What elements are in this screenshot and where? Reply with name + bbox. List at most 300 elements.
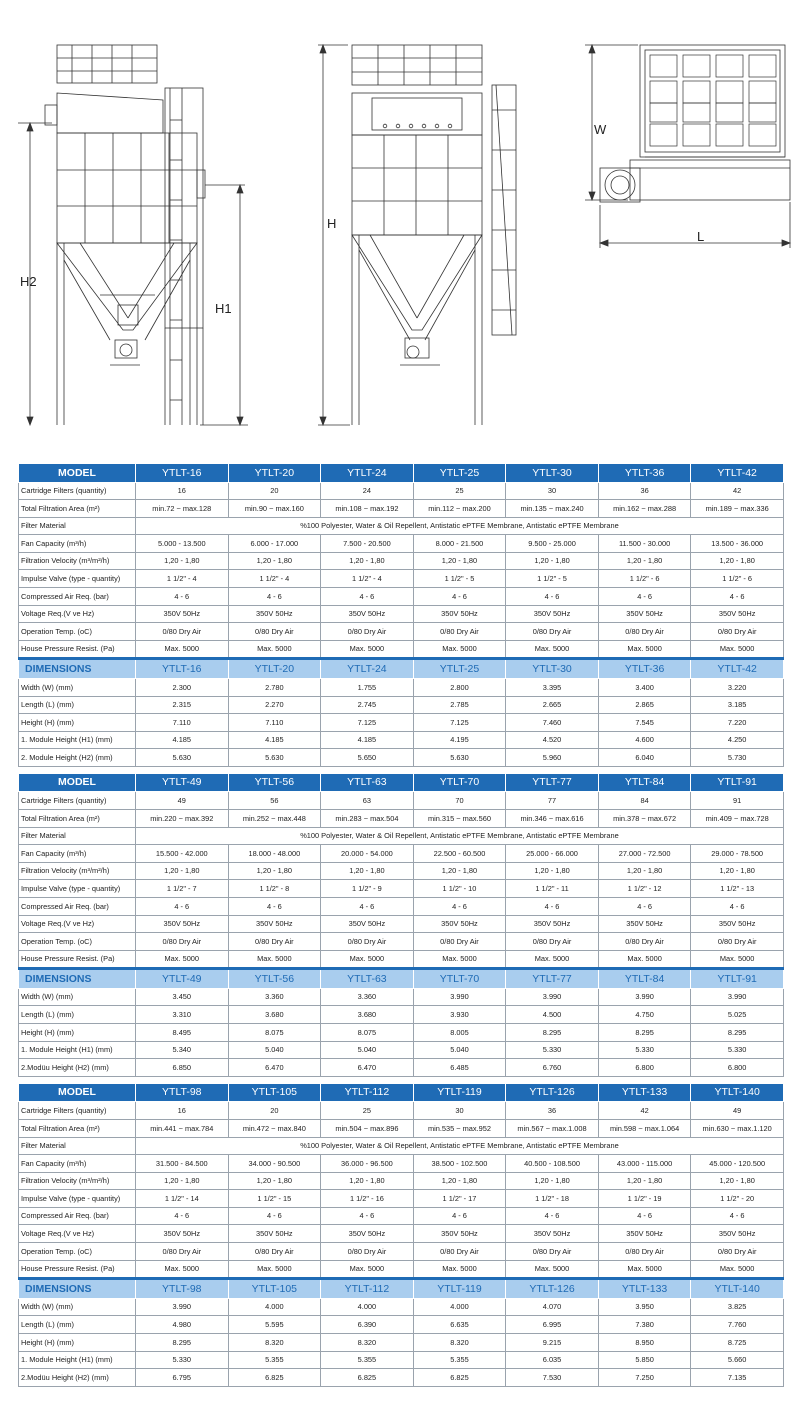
dimension-cell: 4.185	[136, 731, 229, 749]
dimension-cell: 3.360	[228, 988, 321, 1006]
model-name: YTLT-105	[228, 1083, 321, 1102]
dimension-row	[19, 988, 784, 1006]
dimension-cell: 6.635	[413, 1316, 506, 1334]
dimension-cell: 8.295	[506, 1024, 599, 1042]
spec-cell: 4 - 6	[598, 588, 691, 606]
model-header-row	[19, 773, 784, 792]
dimension-cell: 6.825	[413, 1369, 506, 1387]
spec-cell: Max. 5000	[598, 1260, 691, 1279]
spec-row-label: Voltage Req.(V ve Hz)	[19, 1225, 136, 1243]
spec-cell: min.315 ~ max.560	[413, 810, 506, 828]
spec-cell: 1,20 - 1,80	[136, 862, 229, 880]
spec-row-label: Voltage Req.(V ve Hz)	[19, 605, 136, 623]
dimension-row	[19, 731, 784, 749]
spec-row-label: Compressed Air Req. (bar)	[19, 588, 136, 606]
dimension-cell: 4.600	[598, 731, 691, 749]
spec-row-label: Filtration Velocity (m³/m²/h)	[19, 862, 136, 880]
spec-cell: 0/80 Dry Air	[506, 623, 599, 641]
spec-row	[19, 535, 784, 553]
spec-cell: 1,20 - 1,80	[691, 862, 784, 880]
model-name: YTLT-91	[691, 773, 784, 792]
dimension-cell: 2.865	[598, 696, 691, 714]
spec-cell: 1,20 - 1,80	[321, 1172, 414, 1190]
spec-cell: 1 1/2" - 12	[598, 880, 691, 898]
spec-cell: Max. 5000	[506, 640, 599, 659]
dimension-cell: 5.850	[598, 1351, 691, 1369]
filter-material-value: %100 Polyester, Water & Oil Repellent, Antistatic ePTFE Membrane, Antistatic ePTFE Membrane	[136, 827, 784, 845]
dimension-cell: 3.990	[506, 988, 599, 1006]
spec-cell: 350V 50Hz	[321, 605, 414, 623]
spec-cell: 20	[228, 1102, 321, 1120]
spec-row	[19, 1172, 784, 1190]
dimension-row-label: Height (H) (mm)	[19, 714, 136, 732]
dimension-cell: 5.650	[321, 749, 414, 767]
spec-row-label: House Pressure Resist. (Pa)	[19, 640, 136, 659]
dimension-row	[19, 1369, 784, 1387]
spec-row-label: Fan Capacity (m³/h)	[19, 845, 136, 863]
dimension-cell: 5.630	[228, 749, 321, 767]
spec-row-label: Filter Material	[19, 1137, 136, 1155]
spec-cell: min.378 ~ max.672	[598, 810, 691, 828]
spec-cell: 350V 50Hz	[321, 915, 414, 933]
dimension-cell: 6.760	[506, 1059, 599, 1077]
spec-row	[19, 845, 784, 863]
spec-cell: 25.000 - 66.000	[506, 845, 599, 863]
dimension-cell: 7.760	[691, 1316, 784, 1334]
dimension-cell: 3.930	[413, 1006, 506, 1024]
dimensions-model-name: YTLT-105	[228, 1279, 321, 1299]
dimension-cell: 6.485	[413, 1059, 506, 1077]
spec-cell: min.504 ~ max.896	[321, 1119, 414, 1137]
spec-cell: 350V 50Hz	[413, 605, 506, 623]
spec-cell: Max. 5000	[413, 1260, 506, 1279]
spec-tables	[18, 463, 783, 1393]
dimensions-model-name: YTLT-70	[413, 969, 506, 989]
spec-row	[19, 1102, 784, 1120]
dimension-cell: 6.470	[321, 1059, 414, 1077]
spec-cell: 4 - 6	[506, 588, 599, 606]
dimension-cell: 5.330	[598, 1041, 691, 1059]
spec-cell: 1 1/2" - 4	[228, 570, 321, 588]
dimensions-model-name: YTLT-42	[691, 659, 784, 679]
spec-cell: min.112 ~ max.200	[413, 500, 506, 518]
spec-cell: 4 - 6	[598, 897, 691, 915]
spec-row	[19, 792, 784, 810]
spec-cell: 1 1/2" - 4	[136, 570, 229, 588]
dimension-row	[19, 1041, 784, 1059]
dimension-cell: 4.000	[228, 1298, 321, 1316]
spec-row	[19, 1190, 784, 1208]
spec-row-label: Compressed Air Req. (bar)	[19, 1207, 136, 1225]
spec-cell: 1,20 - 1,80	[228, 552, 321, 570]
dimension-cell: 3.990	[598, 988, 691, 1006]
dimension-cell: 5.040	[321, 1041, 414, 1059]
dimension-cell: 2.300	[136, 678, 229, 696]
spec-cell: Max. 5000	[598, 640, 691, 659]
model-name: YTLT-77	[506, 773, 599, 792]
spec-row	[19, 933, 784, 951]
spec-cell: 4 - 6	[228, 1207, 321, 1225]
dimension-cell: 7.110	[136, 714, 229, 732]
spec-cell: 1,20 - 1,80	[598, 1172, 691, 1190]
model-name: YTLT-56	[228, 773, 321, 792]
dimension-cell: 3.680	[321, 1006, 414, 1024]
spec-cell: Max. 5000	[598, 950, 691, 969]
spec-cell: min.135 ~ max.240	[506, 500, 599, 518]
model-name: YTLT-25	[413, 464, 506, 483]
dimension-cell: 7.250	[598, 1369, 691, 1387]
spec-cell: Max. 5000	[691, 1260, 784, 1279]
spec-cell: 1,20 - 1,80	[506, 552, 599, 570]
dimension-cell: 5.630	[413, 749, 506, 767]
spec-table	[18, 1083, 784, 1387]
model-name: YTLT-133	[598, 1083, 691, 1102]
spec-cell: min.162 ~ max.288	[598, 500, 691, 518]
spec-cell: Max. 5000	[413, 640, 506, 659]
dimension-row-label: Width (W) (mm)	[19, 988, 136, 1006]
spec-cell: 1,20 - 1,80	[413, 1172, 506, 1190]
spec-cell: 350V 50Hz	[136, 605, 229, 623]
dimension-cell: 7.125	[413, 714, 506, 732]
spec-row-label: Impulse Valve (type - quantity)	[19, 570, 136, 588]
spec-cell: 24	[321, 482, 414, 500]
dimensions-header-row	[19, 1279, 784, 1299]
spec-cell: Max. 5000	[506, 950, 599, 969]
dimensions-model-name: YTLT-77	[506, 969, 599, 989]
spec-cell: 0/80 Dry Air	[228, 1243, 321, 1261]
spec-cell: 18.000 - 48.000	[228, 845, 321, 863]
spec-cell: 0/80 Dry Air	[598, 1243, 691, 1261]
dimension-cell: 5.730	[691, 749, 784, 767]
spec-cell: 25	[413, 482, 506, 500]
spec-cell: 1 1/2" - 15	[228, 1190, 321, 1208]
spec-cell: 350V 50Hz	[228, 605, 321, 623]
model-name: YTLT-36	[598, 464, 691, 483]
dimensions-model-name: YTLT-30	[506, 659, 599, 679]
spec-row-label: Compressed Air Req. (bar)	[19, 897, 136, 915]
model-name: YTLT-126	[506, 1083, 599, 1102]
spec-cell: 1 1/2" - 6	[691, 570, 784, 588]
dimension-cell: 5.040	[413, 1041, 506, 1059]
top-view-drawing	[585, 45, 790, 248]
spec-cell: Max. 5000	[136, 640, 229, 659]
dimension-cell: 4.250	[691, 731, 784, 749]
spec-row	[19, 552, 784, 570]
spec-cell: Max. 5000	[136, 950, 229, 969]
spec-cell: 0/80 Dry Air	[506, 933, 599, 951]
spec-row	[19, 605, 784, 623]
spec-cell: 34.000 - 90.500	[228, 1155, 321, 1173]
spec-cell: min.630 ~ max.1.120	[691, 1119, 784, 1137]
spec-cell: 77	[506, 792, 599, 810]
dimensions-model-name: YTLT-63	[321, 969, 414, 989]
dimension-cell: 6.470	[228, 1059, 321, 1077]
spec-cell: 1,20 - 1,80	[691, 1172, 784, 1190]
model-name: YTLT-98	[136, 1083, 229, 1102]
spec-cell: 7.500 - 20.500	[321, 535, 414, 553]
spec-cell: 0/80 Dry Air	[413, 1243, 506, 1261]
dimension-cell: 2.665	[506, 696, 599, 714]
dimension-cell: 4.980	[136, 1316, 229, 1334]
dimension-row-label: 2. Module Height (H2) (mm)	[19, 749, 136, 767]
spec-row	[19, 862, 784, 880]
spec-row-label: Total Filtration Area (m²)	[19, 1119, 136, 1137]
spec-cell: Max. 5000	[413, 950, 506, 969]
dimensions-model-name: YTLT-119	[413, 1279, 506, 1299]
dimension-cell: 3.310	[136, 1006, 229, 1024]
spec-row	[19, 1207, 784, 1225]
dimensions-header-row	[19, 969, 784, 989]
dimensions-label: DIMENSIONS	[19, 1279, 136, 1299]
spec-cell: 4 - 6	[691, 897, 784, 915]
spec-cell: 27.000 - 72.500	[598, 845, 691, 863]
spec-cell: 4 - 6	[321, 588, 414, 606]
spec-cell: 4 - 6	[136, 897, 229, 915]
dimension-cell: 8.295	[598, 1024, 691, 1042]
spec-cell: 70	[413, 792, 506, 810]
spec-cell: Max. 5000	[321, 1260, 414, 1279]
spec-cell: 1,20 - 1,80	[598, 862, 691, 880]
model-name: YTLT-30	[506, 464, 599, 483]
spec-cell: 350V 50Hz	[413, 1225, 506, 1243]
dimension-cell: 8.320	[228, 1333, 321, 1351]
dimension-cell: 2.270	[228, 696, 321, 714]
spec-cell: 350V 50Hz	[136, 915, 229, 933]
dimension-cell: 6.040	[598, 749, 691, 767]
spec-cell: 350V 50Hz	[691, 605, 784, 623]
dimension-cell: 5.340	[136, 1041, 229, 1059]
spec-row	[19, 810, 784, 828]
model-name: YTLT-20	[228, 464, 321, 483]
spec-row	[19, 570, 784, 588]
spec-cell: Max. 5000	[321, 640, 414, 659]
spec-cell: 4 - 6	[136, 1207, 229, 1225]
dimension-row-label: Width (W) (mm)	[19, 678, 136, 696]
spec-cell: 1 1/2" - 6	[598, 570, 691, 588]
dimension-cell: 2.780	[228, 678, 321, 696]
dimension-row	[19, 1059, 784, 1077]
dimension-row-label: Height (H) (mm)	[19, 1333, 136, 1351]
dimension-cell: 2.785	[413, 696, 506, 714]
dimension-row	[19, 1351, 784, 1369]
dimension-row	[19, 1006, 784, 1024]
dimension-cell: 3.185	[691, 696, 784, 714]
spec-cell: 0/80 Dry Air	[598, 933, 691, 951]
spec-cell: 1 1/2" - 19	[598, 1190, 691, 1208]
spec-cell: 1 1/2" - 17	[413, 1190, 506, 1208]
spec-cell: 15.500 - 42.000	[136, 845, 229, 863]
dimension-cell: 3.680	[228, 1006, 321, 1024]
spec-cell: 350V 50Hz	[228, 915, 321, 933]
spec-cell: 4 - 6	[228, 897, 321, 915]
spec-row-label: Filter Material	[19, 827, 136, 845]
spec-cell: min.189 ~ max.336	[691, 500, 784, 518]
spec-cell: 350V 50Hz	[598, 1225, 691, 1243]
dimension-cell: 7.380	[598, 1316, 691, 1334]
spec-cell: 0/80 Dry Air	[691, 623, 784, 641]
spec-row-label: Total Filtration Area (m²)	[19, 500, 136, 518]
spec-cell: 1 1/2" - 20	[691, 1190, 784, 1208]
model-label: MODEL	[19, 464, 136, 483]
spec-cell: 0/80 Dry Air	[321, 623, 414, 641]
dimension-row-label: 2.Modüu Height (H2) (mm)	[19, 1369, 136, 1387]
spec-cell: 4 - 6	[691, 588, 784, 606]
spec-cell: 1,20 - 1,80	[228, 862, 321, 880]
dimension-cell: 9.215	[506, 1333, 599, 1351]
dimension-cell: 8.005	[413, 1024, 506, 1042]
dimension-cell: 7.135	[691, 1369, 784, 1387]
spec-cell: 350V 50Hz	[691, 915, 784, 933]
spec-cell: 1 1/2" - 14	[136, 1190, 229, 1208]
spec-row	[19, 915, 784, 933]
model-label: MODEL	[19, 773, 136, 792]
filter-material-value: %100 Polyester, Water & Oil Repellent, Antistatic ePTFE Membrane, Antistatic ePTFE Membrane	[136, 517, 784, 535]
spec-cell: 84	[598, 792, 691, 810]
dimension-cell: 5.330	[136, 1351, 229, 1369]
dimension-row-label: Length (L) (mm)	[19, 1316, 136, 1334]
dimensions-model-name: YTLT-133	[598, 1279, 691, 1299]
spec-cell: Max. 5000	[228, 640, 321, 659]
spec-cell: 1 1/2" - 16	[321, 1190, 414, 1208]
spec-cell: 350V 50Hz	[228, 1225, 321, 1243]
spec-cell: 45.000 - 120.500	[691, 1155, 784, 1173]
dimension-cell: 3.825	[691, 1298, 784, 1316]
dimension-cell: 3.990	[136, 1298, 229, 1316]
model-name: YTLT-24	[321, 464, 414, 483]
dimension-cell: 3.400	[598, 678, 691, 696]
dimension-row-label: Height (H) (mm)	[19, 1024, 136, 1042]
dimension-cell: 4.000	[321, 1298, 414, 1316]
model-header-row	[19, 1083, 784, 1102]
dimensions-model-name: YTLT-16	[136, 659, 229, 679]
dimensions-model-name: YTLT-20	[228, 659, 321, 679]
dimension-row	[19, 1333, 784, 1351]
dimension-cell: 3.220	[691, 678, 784, 696]
spec-cell: 0/80 Dry Air	[598, 623, 691, 641]
dimensions-model-name: YTLT-84	[598, 969, 691, 989]
spec-cell: 5.000 - 13.500	[136, 535, 229, 553]
spec-row	[19, 1137, 784, 1155]
spec-cell: 31.500 - 84.500	[136, 1155, 229, 1173]
spec-cell: 0/80 Dry Air	[691, 933, 784, 951]
dimension-row-label: 1. Module Height (H1) (mm)	[19, 1041, 136, 1059]
dimensions-model-name: YTLT-36	[598, 659, 691, 679]
dimension-cell: 8.950	[598, 1333, 691, 1351]
dimension-cell: 6.825	[228, 1369, 321, 1387]
dimensions-model-name: YTLT-140	[691, 1279, 784, 1299]
dimension-cell: 4.185	[228, 731, 321, 749]
spec-cell: 1,20 - 1,80	[136, 552, 229, 570]
dimension-cell: 8.495	[136, 1024, 229, 1042]
spec-cell: 1,20 - 1,80	[598, 552, 691, 570]
spec-cell: 350V 50Hz	[321, 1225, 414, 1243]
spec-cell: 16	[136, 1102, 229, 1120]
spec-row-label: Operation Temp. (oC)	[19, 623, 136, 641]
dimension-cell: 6.035	[506, 1351, 599, 1369]
spec-cell: 4 - 6	[413, 588, 506, 606]
dimension-cell: 5.660	[691, 1351, 784, 1369]
dimension-cell: 2.315	[136, 696, 229, 714]
spec-cell: 1 1/2" - 4	[321, 570, 414, 588]
spec-cell: 6.000 - 17.000	[228, 535, 321, 553]
label-h: H	[327, 216, 337, 231]
dimension-cell: 3.990	[691, 988, 784, 1006]
spec-cell: 4 - 6	[136, 588, 229, 606]
spec-table	[18, 773, 784, 1077]
dimension-row	[19, 1024, 784, 1042]
spec-cell: 42	[691, 482, 784, 500]
dimension-row	[19, 714, 784, 732]
dimension-cell: 8.295	[136, 1333, 229, 1351]
model-name: YTLT-49	[136, 773, 229, 792]
spec-cell: 36	[598, 482, 691, 500]
spec-cell: 16	[136, 482, 229, 500]
dimension-row-label: Length (L) (mm)	[19, 1006, 136, 1024]
dimension-cell: 8.295	[691, 1024, 784, 1042]
dimension-cell: 2.745	[321, 696, 414, 714]
spec-cell: 0/80 Dry Air	[506, 1243, 599, 1261]
model-header-row	[19, 464, 784, 483]
spec-row-label: Voltage Req.(V ve Hz)	[19, 915, 136, 933]
spec-row-label: Filter Material	[19, 517, 136, 535]
spec-cell: 1 1/2" - 8	[228, 880, 321, 898]
spec-cell: 36	[506, 1102, 599, 1120]
dimension-cell: 8.075	[228, 1024, 321, 1042]
spec-row-label: House Pressure Resist. (Pa)	[19, 1260, 136, 1279]
dimension-cell: 4.500	[506, 1006, 599, 1024]
dimension-cell: 4.070	[506, 1298, 599, 1316]
model-name: YTLT-16	[136, 464, 229, 483]
spec-cell: 1,20 - 1,80	[136, 1172, 229, 1190]
spec-cell: 1,20 - 1,80	[321, 552, 414, 570]
dimension-cell: 4.000	[413, 1298, 506, 1316]
spec-row-label: Total Filtration Area (m²)	[19, 810, 136, 828]
side-view-drawing	[18, 45, 248, 425]
spec-cell: 350V 50Hz	[136, 1225, 229, 1243]
dimension-cell: 8.075	[321, 1024, 414, 1042]
spec-row	[19, 880, 784, 898]
dimension-cell: 4.185	[321, 731, 414, 749]
spec-cell: 1,20 - 1,80	[321, 862, 414, 880]
label-w: W	[594, 122, 607, 137]
spec-cell: 1 1/2" - 7	[136, 880, 229, 898]
spec-cell: 350V 50Hz	[506, 605, 599, 623]
spec-row-label: Filtration Velocity (m³/m²/h)	[19, 1172, 136, 1190]
model-name: YTLT-63	[321, 773, 414, 792]
spec-cell: 1,20 - 1,80	[413, 552, 506, 570]
dimension-cell: 3.360	[321, 988, 414, 1006]
spec-cell: min.441 ~ max.784	[136, 1119, 229, 1137]
technical-drawings	[0, 0, 800, 450]
dimension-cell: 6.850	[136, 1059, 229, 1077]
spec-cell: 0/80 Dry Air	[136, 623, 229, 641]
model-name: YTLT-70	[413, 773, 506, 792]
dimensions-model-name: YTLT-112	[321, 1279, 414, 1299]
spec-cell: 0/80 Dry Air	[228, 623, 321, 641]
spec-cell: 9.500 - 25.000	[506, 535, 599, 553]
dimensions-model-name: YTLT-56	[228, 969, 321, 989]
spec-cell: min.220 ~ max.392	[136, 810, 229, 828]
label-h1: H1	[215, 301, 232, 316]
spec-cell: 0/80 Dry Air	[413, 933, 506, 951]
dimension-cell: 5.330	[506, 1041, 599, 1059]
dimension-cell: 5.355	[413, 1351, 506, 1369]
spec-cell: 22.500 - 60.500	[413, 845, 506, 863]
spec-cell: min.598 ~ max.1.064	[598, 1119, 691, 1137]
model-name: YTLT-84	[598, 773, 691, 792]
spec-cell: Max. 5000	[228, 950, 321, 969]
spec-row	[19, 1155, 784, 1173]
